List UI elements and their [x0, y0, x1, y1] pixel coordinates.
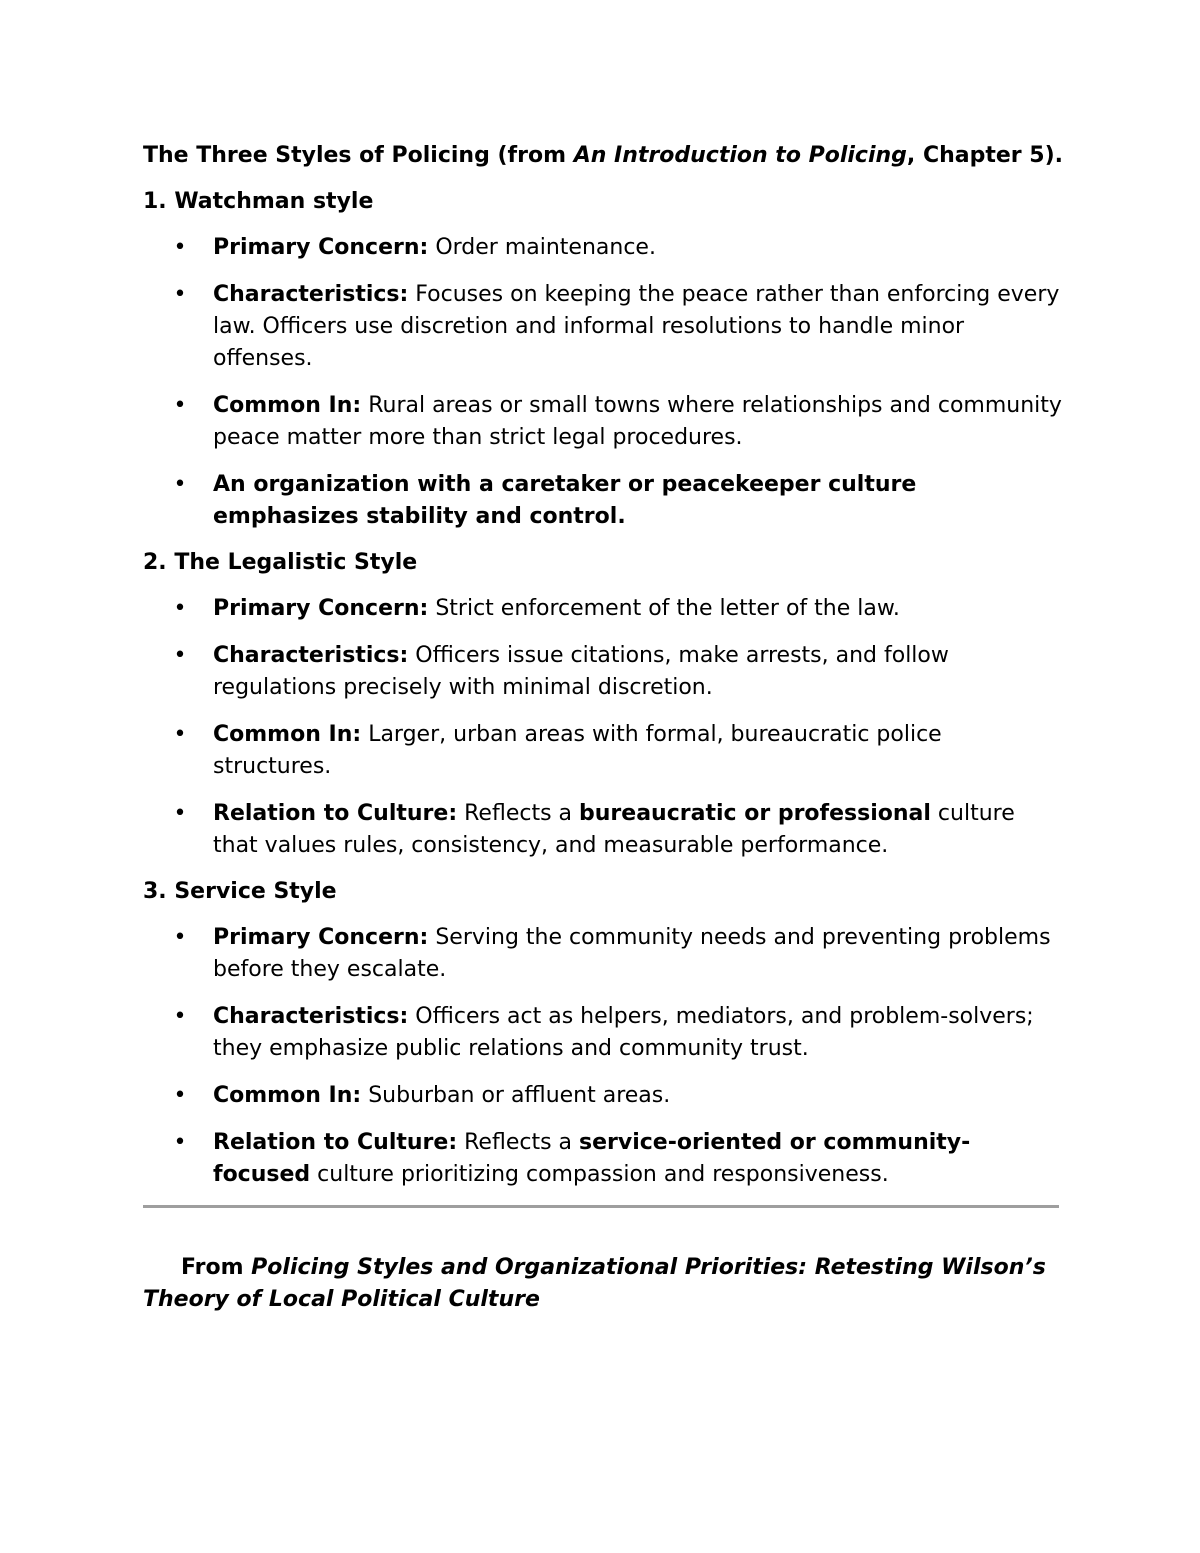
- title-suffix: , Chapter 5).: [906, 143, 1064, 168]
- item-text: Officers act as helpers, mediators, and problem-solvers; they emphasize public relations and community trust.: [213, 1004, 1034, 1061]
- bullet-icon: •: [173, 596, 187, 621]
- bullet-icon: •: [173, 1004, 187, 1029]
- section-heading-watchman: 1. Watchman style: [143, 189, 374, 214]
- item-label: Common In:: [213, 393, 362, 418]
- bullet-icon: •: [173, 925, 187, 950]
- list-item: [143, 469, 1063, 533]
- item-label: Characteristics:: [213, 1004, 409, 1029]
- section-list-watchman: [143, 232, 1063, 533]
- item-text: Rural areas or small towns where relationships and community peace matter more than strict legal procedures.: [213, 393, 1062, 450]
- item-text: Suburban or affluent areas.: [361, 1083, 671, 1108]
- section-list-service: [143, 922, 1063, 1191]
- source-title: Policing Styles and Organizational Priorities: Retesting Wilson’s Theory of Local Political Culture: [143, 1255, 1046, 1312]
- item-tail: culture that values rules, consistency, and measurable performance.: [213, 801, 1015, 858]
- list-item: [143, 232, 1063, 264]
- list-item: [143, 1080, 1063, 1112]
- item-text: Officers issue citations, make arrests, and follow regulations precisely with minimal discretion.: [213, 643, 949, 700]
- list-item: [143, 279, 1063, 375]
- title-book: An Introduction to Policing: [573, 143, 907, 168]
- section-heading-legalistic: 2. The Legalistic Style: [143, 550, 418, 575]
- bullet-icon: •: [173, 282, 187, 307]
- item-label: Characteristics:: [213, 282, 409, 307]
- list-item: [143, 1127, 1063, 1191]
- item-emphasis: bureaucratic or professional: [579, 801, 931, 826]
- list-item: [143, 922, 1063, 986]
- bullet-icon: •: [173, 235, 187, 260]
- section-list-legalistic: [143, 593, 1063, 862]
- item-text: Serving the community needs and preventing problems before they escalate.: [213, 925, 1051, 982]
- bullet-icon: •: [173, 801, 187, 826]
- bullet-icon: •: [173, 1083, 187, 1108]
- item-label: Relation to Culture:: [213, 1130, 458, 1155]
- list-item: [143, 640, 1063, 704]
- list-item: [143, 593, 1063, 625]
- bullet-icon: •: [173, 472, 187, 497]
- title-prefix: The Three Styles of Policing (from: [143, 143, 574, 168]
- item-label: Primary Concern:: [213, 596, 429, 621]
- bullet-icon: •: [173, 393, 187, 418]
- bullet-icon: •: [173, 643, 187, 668]
- item-tail: culture prioritizing compassion and responsiveness.: [310, 1162, 889, 1187]
- section-heading-service: 3. Service Style: [143, 879, 337, 904]
- list-item: [143, 719, 1063, 783]
- item-text: Focuses on keeping the peace rather than enforcing every law. Officers use discretion and informal resolutions to handle minor offenses.: [213, 282, 1060, 371]
- item-text: Strict enforcement of the letter of the law.: [428, 596, 900, 621]
- item-text: Larger, urban areas with formal, bureaucratic police structures.: [213, 722, 942, 779]
- document-body: [143, 140, 1063, 1316]
- list-item: [143, 798, 1063, 862]
- bullet-icon: •: [173, 1130, 187, 1155]
- item-label: Primary Concern:: [213, 925, 429, 950]
- bullet-icon: •: [173, 722, 187, 747]
- item-text: Reflects a: [457, 1130, 580, 1155]
- source-prefix: From: [181, 1255, 252, 1280]
- item-label: Primary Concern:: [213, 235, 429, 260]
- item-emphasis: service-oriented or community-focused: [213, 1130, 971, 1187]
- list-item: [143, 1001, 1063, 1065]
- item-text: Reflects a: [457, 801, 580, 826]
- item-label: Common In:: [213, 1083, 362, 1108]
- list-item: [143, 390, 1063, 454]
- item-label: Relation to Culture:: [213, 801, 458, 826]
- item-label: Common In:: [213, 722, 362, 747]
- document-title: [143, 140, 1063, 172]
- source-citation: [143, 1252, 1063, 1316]
- item-label: An organization with a caretaker or peacekeeper culture emphasizes stability and control.: [213, 472, 917, 529]
- item-text: Order maintenance.: [428, 235, 656, 260]
- item-label: Characteristics:: [213, 643, 409, 668]
- horizontal-divider: [143, 1205, 1059, 1208]
